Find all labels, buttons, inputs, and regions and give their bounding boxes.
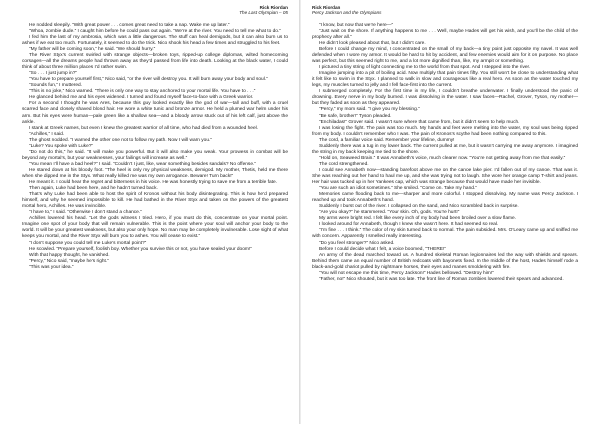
paragraph: “Sounds fun,” I muttered.: [29, 83, 83, 89]
paragraph: “So . . . I just jump in?”: [29, 71, 77, 77]
paragraph: “Are you okay?” he stammered. “Your skin. Oh, gods. You’re hurt!”: [319, 210, 460, 216]
left-header-author: Rick Riordan: [259, 5, 288, 10]
paragraph: He stared down at his bloody foot. “The heel is only my physical weakness, demigod. My mother, Thetis, held me there when she dipped me in the Styx. What really killed me was my own arrogance. Beware! Turn back!”: [22, 167, 288, 179]
paragraph: “Do not do this,” he said. “It will make you powerful. But it will also make you weak. Your prowess in combat will be beyond any mortal’s, but your weaknesses, your failings will increase as well.”: [22, 149, 288, 161]
paragraph: “This is no joke,” Nico warned. “There is only one way to stay anchored to your mortal life. You have to . . .”: [29, 89, 256, 95]
paragraph: “This was your idea.”: [29, 264, 74, 270]
left-page-header: [22, 5, 288, 16]
paragraph: “You are such an idiot sometimes.” She smiled. “Come on. Take my hand.”: [319, 186, 477, 192]
paragraph: I could see Annabeth now—standing barefoot above me on the canoe lake pier. I’d fallen out of my canoe. That was it. She was reaching out her hand to haul me up, and she was trying not to laugh. She wore her orange camp T-shirt and jeans. Her hair was tucked up in her Yankees cap, which was strange because that would have made her invisible.: [312, 167, 578, 186]
paragraph: That’s why Luke had been able to host the spirit of Kronos without his body disintegrating. This is how he’d prepared himself, and why he seemed impossible to kill. He had bathed in the River Styx and taken on the powers of the greatest mortal hero, Achilles. He was invincible.: [22, 192, 288, 210]
paragraph: “You have to prepare yourself first,” Nico said, “or the river will destroy you. It will burn away your body and soul.”: [29, 77, 268, 83]
paragraph: “Achilles,” I said.: [29, 131, 65, 137]
paragraph: “I have to,” I said. “Otherwise I don’t stand a chance.”: [29, 210, 142, 216]
paragraph: I was losing the fight. The pain was too much. My hands and feet were melting into the water, my soul was being ripped from my body. I couldn’t remember who I was. The pain of Kronos’s scythe had been nothing compared to this.: [312, 125, 578, 137]
paragraph: Memories came flooding back to me—sharper and more colorful. I stopped dissolving. My name was Percy Jackson. I reached up and took Annabeth’s hand.: [312, 192, 578, 204]
right-header-book: Percy Jackson and the Olympians: [312, 10, 382, 16]
paragraph: “Be safe, brother!” Tyson pleaded.: [319, 113, 392, 119]
right-page: [300, 0, 600, 424]
paragraph: Suddenly I burst out of the river. I collapsed on the sand, and Nico scrambled back in surprise.: [319, 204, 519, 210]
paragraph: He meant it. I could hear the regret and bitterness in his voice. He was honestly trying to save me from a terrible fate.: [29, 180, 277, 186]
left-page-body: [22, 23, 288, 271]
paragraph: Suddenly there was a tug in my lower back. The current pulled at me, but it wasn’t carrying me away anymore. I imagined the string in my back keeping me tied to the shore.: [312, 143, 578, 155]
paragraph: “Enchiladas!” Grover said. I wasn’t sure where that came from, but it didn’t seem to help much.: [319, 119, 520, 125]
right-page-header: [312, 5, 578, 16]
paragraph: He didn’t look pleased about that, but I didn’t care.: [319, 40, 426, 46]
paragraph: “Whoa, zombie dude.” I caught him before he could pass out again. “We’re at the river. You need to tell me what to do.”: [29, 28, 281, 34]
paragraph: I pictured a tiny string of light connecting me to the world from that spot. And I stepped into the river.: [319, 65, 531, 71]
paragraph: With that happy thought, he vanished.: [29, 252, 110, 258]
right-header-author: Rick Riordan: [312, 5, 341, 10]
paragraph: The cord strengthened.: [319, 161, 369, 167]
paragraph: “Father, no!” Nico shouted, but it was too late. The front line of Roman zombies lowered their spears and advanced.: [319, 276, 564, 282]
paragraph: My arms were bright red. I felt like every inch of my body had been broiled over a slow flame.: [319, 216, 517, 222]
paragraph: For a second I thought he was Ares, because this guy looked exactly like the god of war—tall and buff, with a cruel scarred face and closely shaved blond hair. He wore a white tunic and bronze armor. He held a plumed war helm under his arm. But his eyes were human—pale green like a shallow sea—and a bloody arrow stuck out of his left calf, just above the ankle.: [22, 101, 288, 125]
paragraph: “Luke? You spoke with Luke?”: [29, 143, 94, 149]
paragraph: I submerged completely. For the first time in my life, I couldn’t breathe underwater. I finally understood the panic of drowning. Every nerve in my body burned. I was dissolving in the water. I saw faces—Rachel, Grover, Tyson, my mother—but they faded as soon as they appeared.: [312, 89, 578, 107]
paragraph: “Hold on, Seaweed Brain.” It was Annabeth’s voice, much clearer now. “You’re not getting away from me that easily.”: [319, 155, 566, 161]
paragraph: He nodded sleepily. “With great power . . . comes great need to take a nap. Wake me up later.”: [29, 22, 230, 28]
paragraph: He glanced behind me and his eyes widened. I turned and found myself face-to-face with a Greek warrior.: [29, 95, 254, 101]
paragraph: “You will not escape me this time, Percy Jackson!” Hades bellowed. “Destroy him!”: [319, 270, 494, 276]
paragraph: The ghost nodded. “I warned the other one not to follow my path. Now I will warn you.”: [29, 137, 212, 143]
paragraph: “Just wait on the shore. If anything happens to me . . . Well, maybe Hades will get his wish, and you’ll be the child of the prophecy after all.”: [312, 28, 578, 40]
paragraph: “I know, but now that we’re here—”: [319, 22, 394, 28]
right-page-body: [312, 23, 578, 283]
paragraph: “My father will be coming soon,” he said. “We should hurry.”: [29, 47, 156, 52]
paragraph: I fed him the last of my ambrosia, which was a little dangerous. The stuff can heal demigods, but it can also burn us to ashes if we eat too much. Fortunately, it seemed to do the trick. Nico shook his head a few times and struggled to his feet.: [22, 34, 288, 46]
paragraph: “Percy,” my mom said. “I give you my blessing.”: [319, 107, 420, 113]
paragraph: The River Styx’s current swirled with strange objects—broken toys, ripped-up college diplomas, wilted homecoming corsages—all the dreams people had thrown away as they’d passed from life into death. Looking at the black water, I could think of about three million places I’d rather swim.: [22, 53, 288, 71]
paragraph: “You mean I’ll have a bad heel?” I said. “Couldn’t I just, like, wear something besides sandals? No offense.”: [29, 161, 256, 167]
paragraph: I looked around for Annabeth, though I knew she wasn’t here. It had seemed so real.: [319, 222, 499, 228]
paragraph: Before I could change my mind, I concentrated on the small of my back—a tiny point just opposite my navel. It was well defended when I wore my armor. It would be hard to hit by accident, and few enemies would aim for it on purpose. No place was perfect, but this seemed right to me, and a lot more dignified than, like, my armpit or something.: [312, 47, 578, 65]
paragraph: “Percy,” Nico said, “maybe he’s right.”: [29, 258, 109, 264]
paragraph: An army of the dead marched toward us. A hundred skeletal Roman legionnaires led the way with shields and spears. Behind them came an equal number of British redcoats with bayonets fixed. In the middle of the host, Hades himself rode a black-and-gold chariot pulled by nightmare horses, their eyes and manes smoldering with fire.: [312, 252, 578, 270]
paragraph: The cord, a familiar voice said. Remember your lifeline, dummy!: [319, 137, 455, 143]
paragraph: “I’m fine . . . I think.” The color of my skin turned back to normal. The pain subsided. Mrs. O’Leary came up and sniffed me with concern. Apparently I smelled really interesting.: [312, 228, 578, 240]
paragraph: Before I could decide what I felt, a voice boomed, “THERE!”: [319, 246, 446, 252]
paragraph: “I don’t suppose you could tell me Luke’s mortal point?”: [29, 240, 147, 246]
paragraph: I stank at Greek names, but even I knew the greatest warrior of all time, who had died from a wounded heel.: [29, 125, 259, 131]
paragraph: “Do you feel stronger?” Nico asked.: [319, 240, 395, 246]
paragraph: He scowled. “Prepare yourself, foolish boy. Whether you survive this or not, you have sealed your doom!”: [29, 246, 252, 252]
paragraph: Achilles lowered his head. “Let the gods witness I tried. Hero, if you must do this, concentrate on your mortal point. Imagine one spot of your body that will remain vulnerable. This is the point where your soul will anchor your body to the world. It will be your greatest weakness, but also your only hope. No man may be completely invulnerable. Lose sight of what keeps you mortal, and the River Styx will burn you to ashes. You will cease to exist.”: [22, 216, 288, 240]
paragraph: Imagine jumping into a pit of boiling acid. Now multiply that pain times fifty. You still won’t be close to understanding what it felt like to swim in the Styx. I planned to walk in slow and courageous like a real hero. As soon as the water touched my legs, my muscles turned to jelly and I fell face-first into the current.: [312, 71, 578, 89]
left-header-book: The Last Olympian – 05: [239, 10, 288, 16]
paragraph: Then again, Luke had been here, and he hadn’t turned back.: [29, 186, 158, 192]
